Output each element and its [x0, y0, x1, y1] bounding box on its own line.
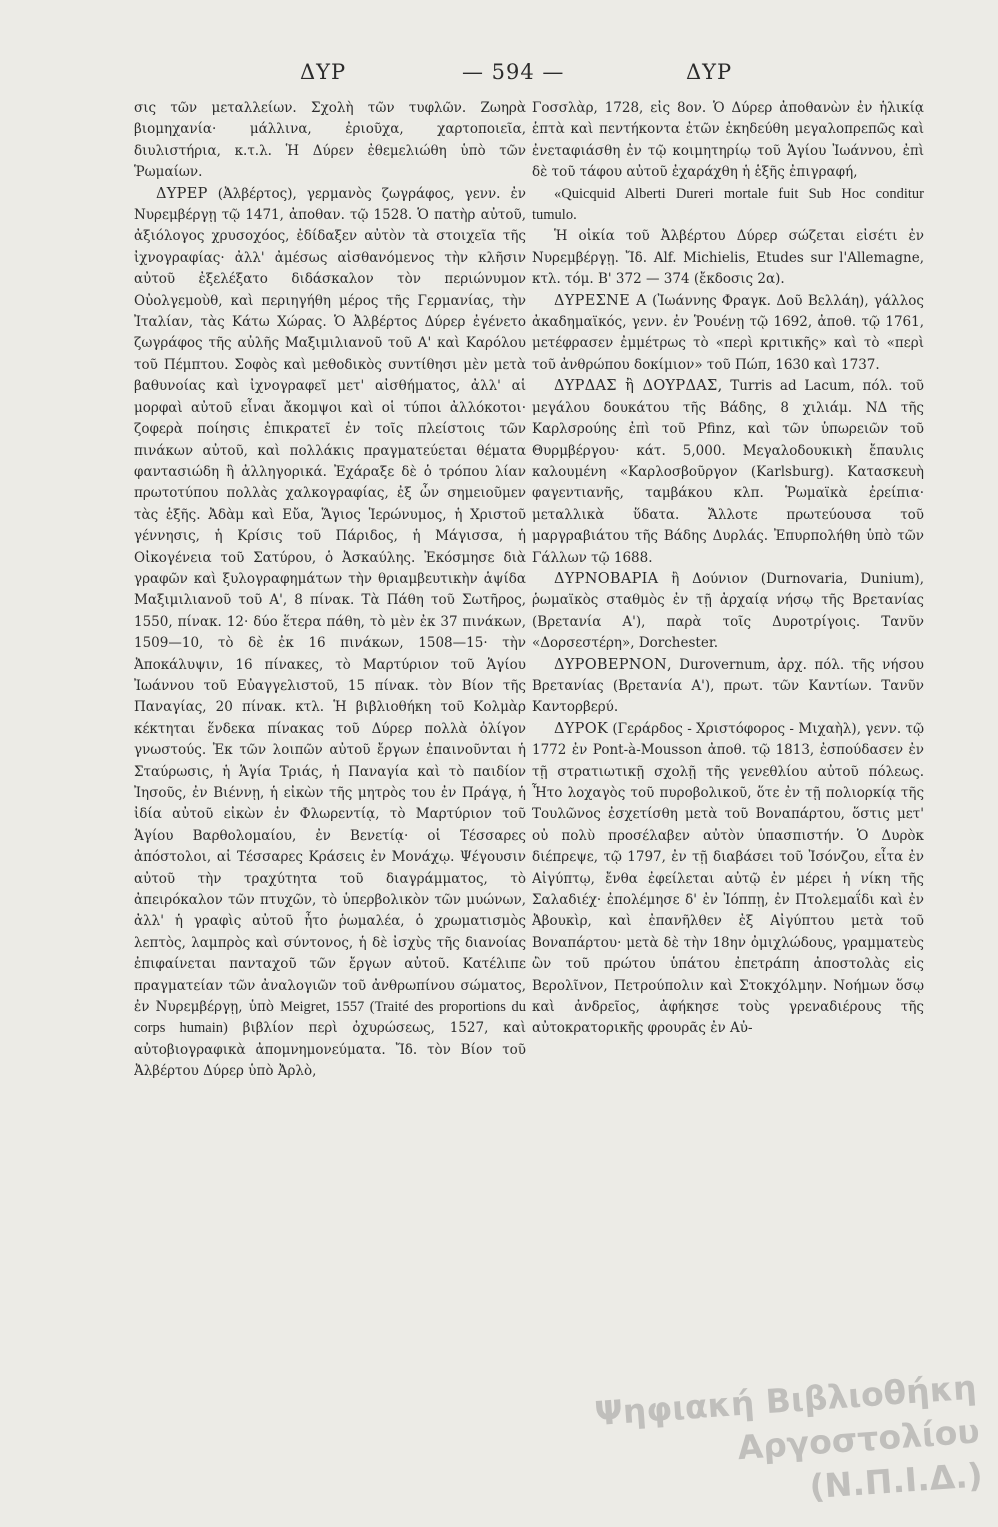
entry-text: (Ἰωάννης Φραγκ. Δοῦ Βελλάη), γάλλος ἀκαδημαϊκός, γενν. ἐν Ῥουένῃ τῷ 1692, ἀποθ. τῷ 1761, μετέφρασεν ἐμμέτρως τὸ «περὶ κριτικῆς» καὶ τὸ «περὶ τοῦ ἀνθρώπου δοκίμιον» τοῦ Πώπ, 1630 καὶ 1737. [532, 292, 924, 373]
header-left-keyword: ΔΥΡ [300, 60, 347, 84]
entry-continuation: σις τῶν μεταλλείων. Σχολὴ τῶν τυφλῶν. Ζωηρὰ βιομηχανία· μάλλινα, ἐριοῦχα, χαρτοποιεῖα, διυλιστήρια, κ.τ.λ. Ἡ Δύρεν ἐθεμελιώθη ὑπὸ τῶν Ῥωμαίων. [134, 100, 526, 181]
entry-latin-reference: Meigret, 1557 (Traité des proportions du corps humain) [134, 999, 526, 1037]
entry-text: (Γεράρδος - Χριστόφορος - Μιχαὴλ), γενν. τῷ 1772 ἐν Pont-à-Mousson ἀποθ. τῷ 1813, ἐσπούδασεν ἐν τῇ στρατιωτικῇ σχολῇ τῆς γενεθλίου αὐτοῦ πόλεως. Ἦτο λοχαγὸς τοῦ πυροβολικοῦ, ὅτε ἐν τῇ πολιορκίᾳ τῆς Τουλῶνος ἐσχετίσθη μετὰ τοῦ Βοναπάρτου, ὅστις μετ' οὐ πολὺ προσέλαβεν αὐτὸν ὑπασπιστήν. Ὁ Δυρὸκ διέπρεψε, τῷ 1797, ἐν τῇ διαβάσει τοῦ Ἰσόνζου, εἶτα ἐν Αἰγύπτῳ, ἔνθα ἐφείλεται αὐτῷ ἐν μέρει ἡ νίκη τῆς Σαλαδιέχ· ἐπολέμησε δ' ἐν Ἰόππῃ, ἐν Πτολεμαΐδι καὶ ἐν Ἀβουκὶρ, καὶ ἐπανῆλθεν ἐξ Αἰγύπτου μετὰ τοῦ Βοναπάρτου· μετὰ δὲ τὴν 18ην ὀμιχλώδους, γραμματεὺς ὢν τοῦ πρώτου ὑπάτου ἐπετράπη ἀποστολὰς εἰς Βερολῖνον, Πετρούπολιν καὶ Στοκχόλμην. Νοήμων ὅσῳ καὶ ἀνδρεῖος, ἀφήκησε τοὺς γρεναδιέρους τῆς αὐτοκρατορικῆς φρουρᾶς ἐν Αὐ- [532, 720, 924, 1037]
entry-continuation: Γοσσλὰρ, 1728, εἰς 8ον. Ὁ Δύρερ ἀποθανὼν ἐν ἡλικίᾳ ἑπτὰ καὶ πεντήκοντα ἐτῶν ἐκηδεύθη μεγαλοπρεπῶς καὶ ἐνεταφιάσθη ἐν τῷ κοιμητηρίῳ τοῦ Ἁγίου Ἰωάννου, ἐπὶ δὲ τοῦ τάφου αὐτοῦ ἐχαράχθη ἡ ἑξῆς ἐπιγραφή, [532, 100, 924, 181]
entry-text: Durovernum, ἀρχ. πόλ. τῆς νήσου Βρετανίας (Βρετανία Α'), πρωτ. τῶν Καντίων. Τανῦν Καντορβερύ. [532, 656, 924, 716]
entry-durlach [532, 376, 924, 569]
entry-headword: ΔΥΡΝΟΒΑΡΙΑ [554, 570, 659, 587]
epitaph-quote: «Quicquid Alberti Dureri mortale fuit Sub Hoc conditur tumulo. [532, 185, 924, 224]
entry-duresne [532, 291, 924, 377]
entry-headword: ΔΥΡΟΒΕΡΝΟΝ, [554, 656, 672, 673]
entry-text-end: βιβλίον περὶ ὀχυρώσεως, 1527, καὶ αὐτοβιογραφικὰ ἀπομνημονεύματα. Ἴδ. τὸν Βίον τοῦ Ἀλβέρτου Δύρερ ὑπὸ Ἀρλὸ, [134, 1020, 526, 1080]
entry-headword: ΔΥΡΕΣΝΕ Α [554, 292, 647, 309]
entry-headword: ΔΥΡΟΚ [554, 720, 609, 737]
left-column [134, 98, 526, 1478]
entry-text: Turris ad Lacum, πόλ. τοῦ μεγάλου δουκάτου τῆς Βάδης, 8 χιλιάμ. ΝΔ τῆς Καρλσρούης ἐπὶ τοῦ Pfinz, καὶ τῶν ὑπωρειῶν τοῦ Θυρμβέργου· κάτ. 5,000. Μεγαλοδουκικὴ ἔπαυλις καλουμένη «Καρλοσβοῦργον (Karlsburg). Κατασκευὴ φαγεντιανῆς, ταμβάκου κλπ. Ῥωμαϊκὰ ἐρείπια· μεταλλικὰ ὕδατα. Ἄλλοτε πρωτεύουσα τοῦ μαργραβιάτου τῆς Βάδης Δυρλάς. Ἐπυρπολήθη ὑπὸ τῶν Γάλλων τῷ 1688. [532, 378, 924, 566]
entry-headword: ΔΥΡΕΡ [156, 185, 208, 202]
entry-durnovaria [532, 569, 924, 655]
entry-text: Ἡ οἰκία τοῦ Ἀλβέρτου Δύρερ σώζεται εἰσέτι ἐν Νυρεμβέργῃ. Ἴδ. Alf. Michielis, Etudes sur l'Allemagne, κτλ. τόμ. Β' 372 — 374 (ἔκδοσις 2α). [532, 228, 924, 288]
entry-durer [134, 184, 526, 1083]
page-number: — 594 — [462, 60, 565, 84]
entry-headword: ΔΥΡΔΑΣ ἢ ΔΟΥΡΔΑΣ, [554, 378, 723, 395]
entry-durovernum [532, 655, 924, 719]
entry-duroc [532, 719, 924, 1040]
entry-text: ἢ Δούνιον (Durnovaria, Dunium), ῥωμαϊκὸς σταθμὸς ἐν τῇ ἀρχαίᾳ νήσῳ τῆς Βρετανίας (Βρετανία Α'), παρὰ τοῖς Δυροτρίγοις. Τανῦν «Δορσεστέρη», Dorchester. [532, 570, 924, 652]
right-column [532, 98, 924, 1478]
running-header [0, 60, 998, 96]
entry-text: (Ἀλβέρτος), γερμανὸς ζωγράφος, γενν. ἐν Νυρεμβέργῃ τῷ 1471, ἀποθαν. τῷ 1528. Ὁ πατὴρ αὐτοῦ, ἀξιόλογος χρυσοχόος, ἐδίδαξεν αὐτὸν τὰ στοιχεῖα τῆς ἰχνογραφίας· ἀλλ' ἀμέσως αἰσθανόμενος τὴν κλῆσιν αὐτοῦ ἐξελέξατο διδάσκαλον τὸν περιώνυμον Οὐολγεμοὺθ, καὶ περιηγήθη μέρος τῆς Γερμανίας, τὴν Ἰταλίαν, τὰς Κάτω Χώρας. Ὁ Ἀλβέρτος Δύρερ ἐγένετο ζωγράφος τῆς αὐλῆς Μαξιμιλιανοῦ τοῦ Α' καὶ Καρόλου τοῦ Πέμπτου. Σοφὸς καὶ μεθοδικὸς συντίθησι μὲν μετὰ βαθυνοίας καὶ ἰχνογραφεῖ μετ' αἰσθήματος, ἀλλ' αἱ μορφαὶ αὐτοῦ εἶναι ἄκομψοι καὶ οἱ τύποι ἀλλόκοτοι· ζοφερὰ ποίησις ἐπικρατεῖ ἐν τοῖς πλείστοις τῶν πινάκων αὐτοῦ, καὶ πολλάκις πραγματεύεται θέματα φαντασιώδη ἢ ἀλληγορικά. Ἐχάραξε δὲ ὁ τρόπου λίαν πρωτοτύπου πολλὰς χαλκογραφίας, ἐξ ὧν σημειοῦμεν τὰς ἑξῆς. Ἀδὰμ καὶ Εὔα, Ἅγιος Ἱερώνυμος, ἡ Χριστοῦ γέννησις, ἡ Κρίσις τοῦ Πάριδος, ἡ Μάγισσα, ἡ Οἰκογένεια τοῦ Σατύρου, ὁ Ἀσκαύλης. Ἐκόσμησε διὰ γραφῶν καὶ ξυλογραφημάτων τὴν θριαμβευτικὴν ἁψίδα Μαξιμιλιανοῦ τοῦ Α', 8 πίνακ. Τὰ Πάθη τοῦ Σωτῆρος, 1550, πίνακ. 12· δύο ἕτερα πάθη, τὸ μὲν ἐκ 37 πινάκων, 1509—10, τὸ δὲ ἐκ 16 πινάκων, 1508—15· τὴν Ἀποκάλυψιν, 16 πίνακες, τὸ Μαρτύριον τοῦ Ἁγίου Ἰωάννου τοῦ Εὐαγγελιστοῦ, 15 πίνακ. τὸν Βίον τῆς Παναγίας, 20 πίνακ. κτλ. Ἡ βιβλιοθήκη τοῦ Κολμὰρ κέκτηται ἕνδεκα πίνακας τοῦ Δύρερ πολλὰ ὀλίγον γνωστούς. Ἐκ τῶν λοιπῶν αὐτοῦ ἔργων ἐπαινοῦνται ἡ Σταύρωσις, ἡ Ἁγία Τριάς, ἡ Παναγία καὶ τὸ παιδίον Ἰησοῦς, ἐν Βιέννῃ, ἡ εἰκὼν τῆς μητρὸς του ἐν Πράγᾳ, ἡ ἰδία αὐτοῦ εἰκὼν ἐν Φλωρεντίᾳ, τὸ Μαρτύριον τοῦ Ἁγίου Βαρθολομαίου, ἐν Βενετίᾳ· οἱ Τέσσαρες ἀπόστολοι, αἱ Τέσσαρες Κράσεις ἐν Μονάχῳ. Ψέγουσιν αὐτοῦ τὴν τραχύτητα τοῦ διαγράμματος, τὸ ἀπειρόκαλον τῶν πτυχῶν, τὸ ὑπερβολικὸν τῶν μυώνων, ἀλλ' ἡ γραφὶς αὐτοῦ ἦτο ῥωμαλέα, ὁ χρωματισμὸς λεπτὸς, λαμπρὸς καὶ σύντονος, ἡ δὲ ἰσχὺς τῆς διανοίας ἐπιφαίνεται πανταχοῦ τῶν ἔργων αὐτοῦ. Κατέλιπε πραγματείαν τῶν ἀναλογιῶν τοῦ ἀνθρωπίνου σώματος, ἐν Νυρεμβέργῃ, ὑπὸ [134, 185, 526, 1016]
library-watermark: Ψηφιακή Βιβλιοθήκη Αργοστολίου (Ν.Π.Ι.Δ.) [593, 1367, 984, 1507]
header-right-keyword: ΔΥΡ [686, 60, 733, 84]
